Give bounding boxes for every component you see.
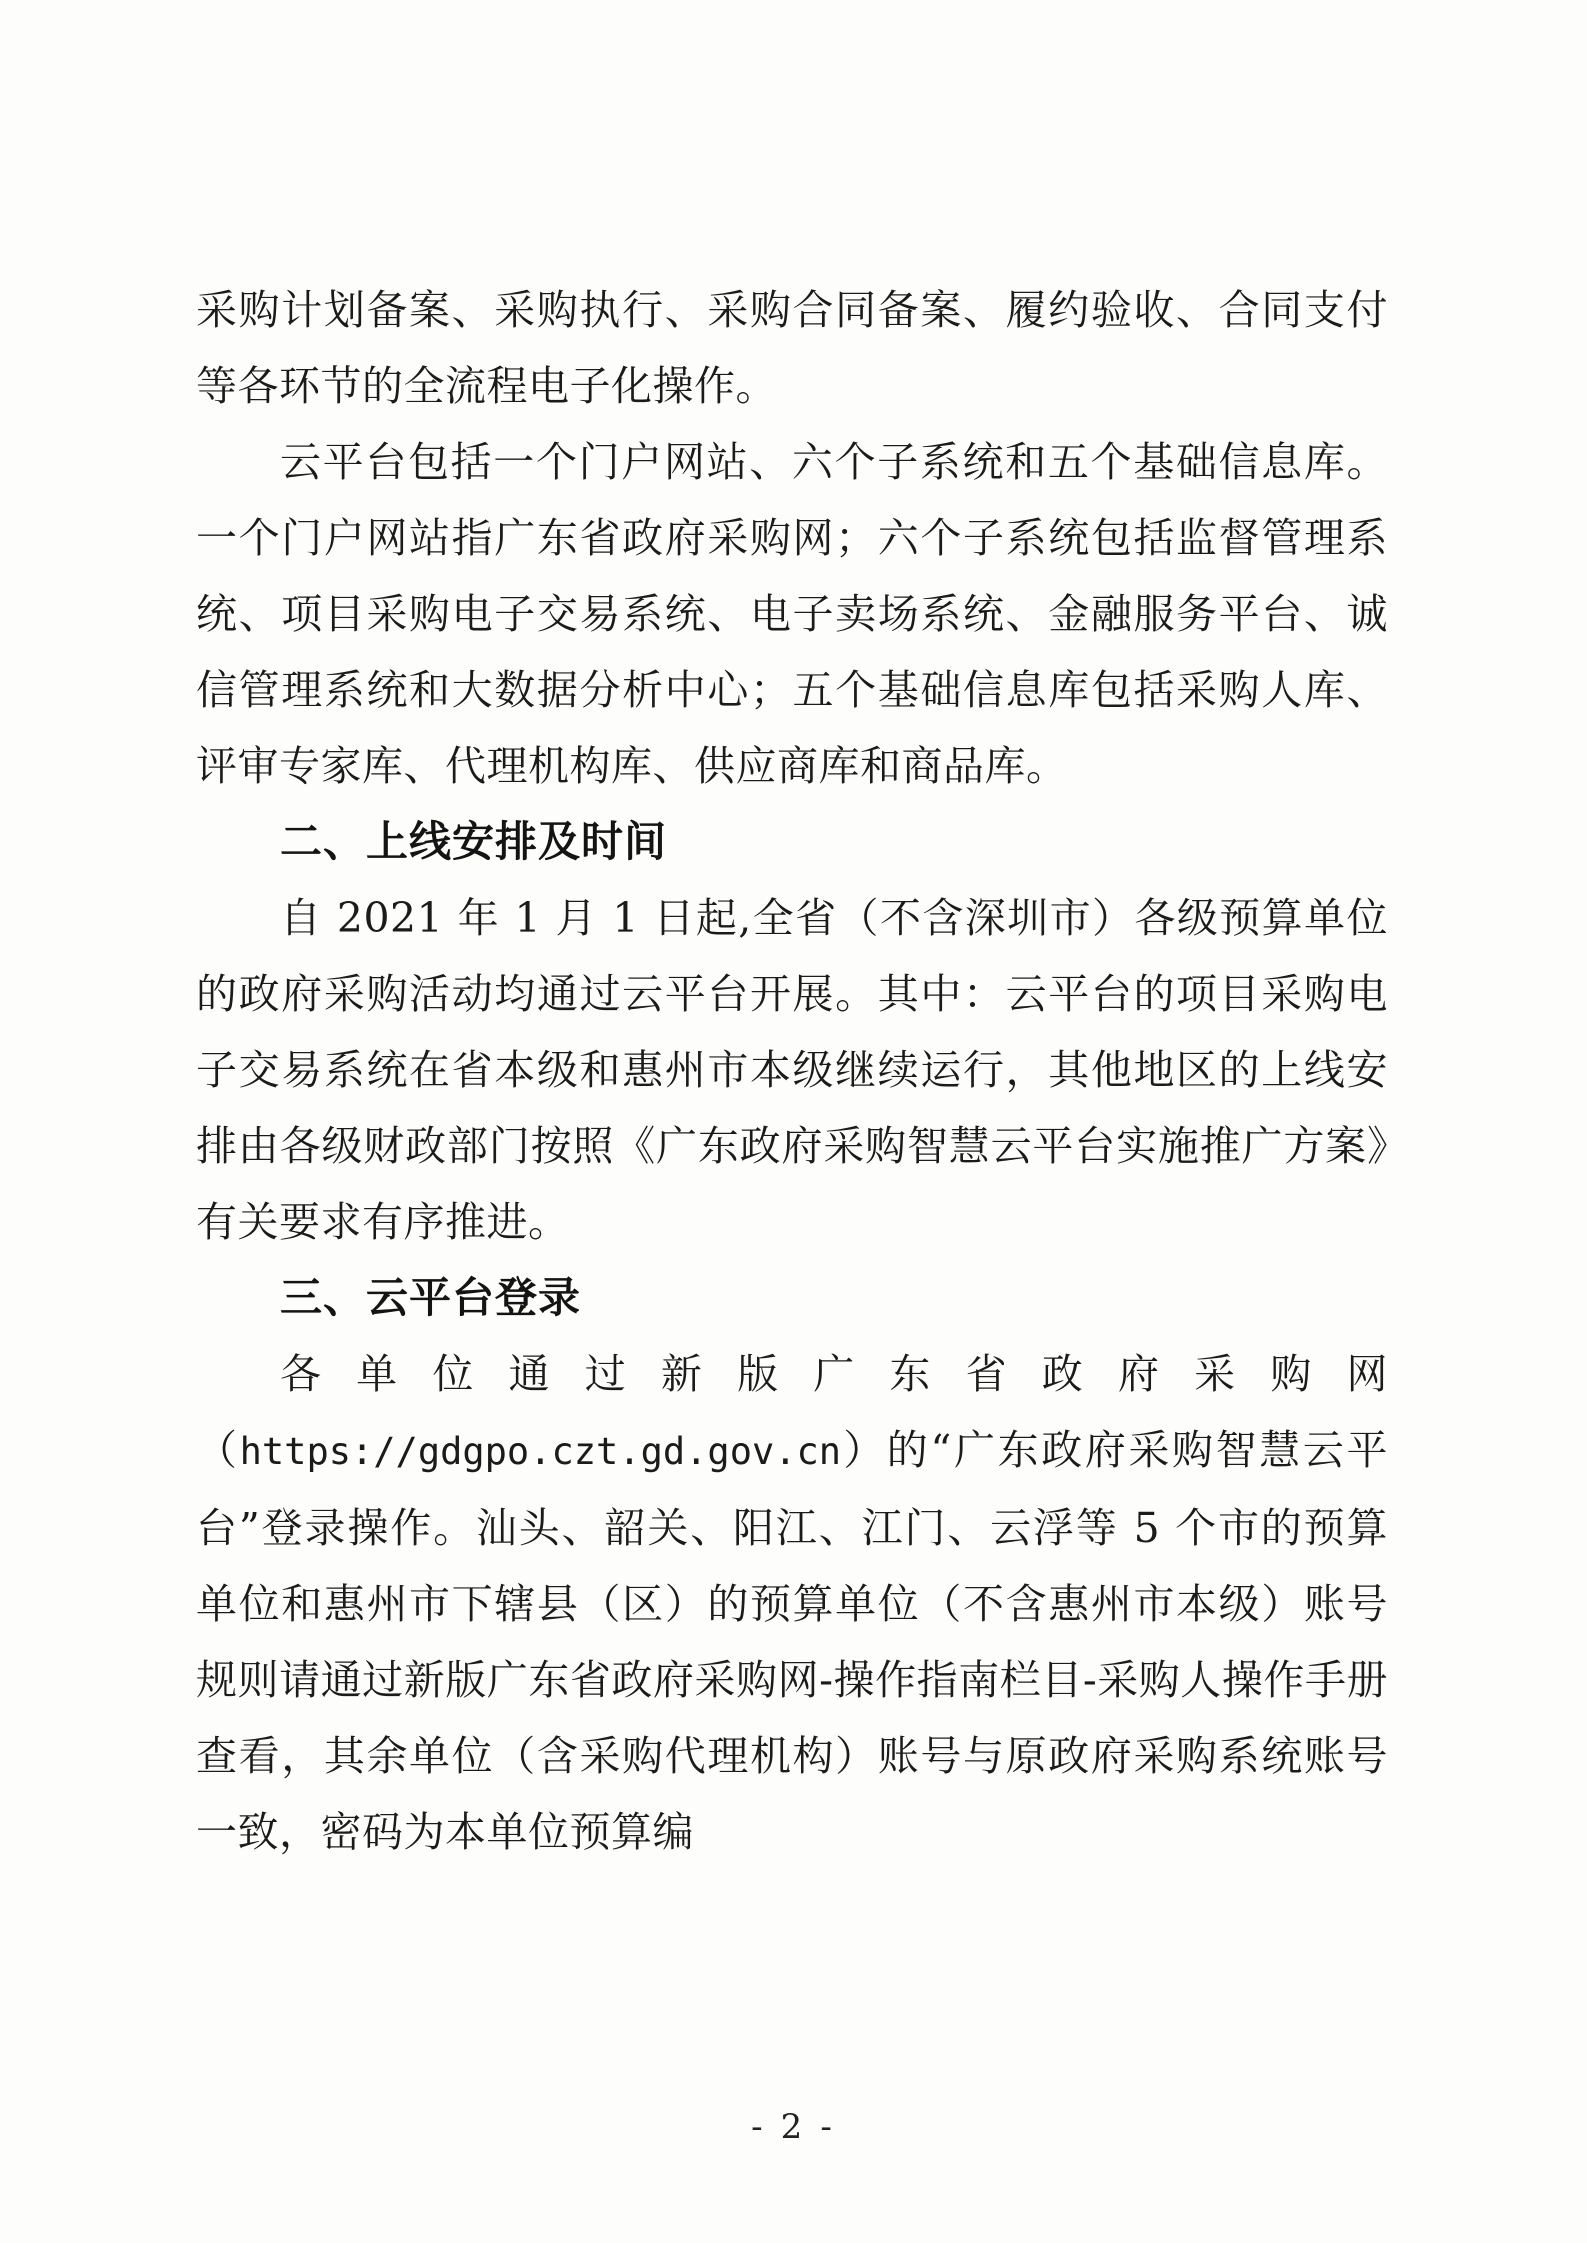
paragraph-cloud-platform-composition: 云平台包括一个门户网站、六个子系统和五个基础信息库。一个门户网站指广东省政府采购网；六个子系统包括监督管理系统、项目采购电子交易系统、电子卖场系统、金融服务平台、诚信管理系统和大数据分析中心；五个基础信息库包括采购人库、评审专家库、代理机构库、供应商库和商品库。 <box>196 438 1388 790</box>
paragraph-section-two-body: 自 2021 年 1 月 1 日起,全省（不含深圳市）各级预算单位的政府采购活动均通过云平台开展。其中：云平台的项目采购电子交易系统在省本级和惠州市本级继续运行，其他地区的上线安排由各级财政部门按照《广东政府采购智慧云平台实施推广方案》有关要求有序推进。 <box>196 894 1388 1246</box>
section-three-text-before-url: 各单位通过新版广东省政府采购网（ <box>196 1350 1388 1474</box>
section-three-text-after-url: ）的“广东政府采购智慧云平台”登录操作。汕头、韶关、阳江、江门、云浮等 5 个市的预算单位和惠州市下辖县（区）的预算单位（不含惠州市本级）账号规则请通过新版广东省政府采购网-操作指南栏目-采购人操作手册查看，其余单位（含采购代理机构）账号与原政府采购系统账号一致，密码为本单位预算编 <box>196 1426 1389 1856</box>
section-heading-two: 二、上线安排及时间 <box>280 817 668 866</box>
paragraph-procurement-flow: 采购计划备案、采购执行、采购合同备案、履约验收、合同支付等各环节的全流程电子化操作。 <box>196 286 1388 410</box>
page-footer <box>0 2107 1587 2147</box>
document-body <box>196 272 1388 1870</box>
footer-dash-right: - <box>820 2107 836 2147</box>
footer-dash-left: - <box>751 2107 767 2147</box>
section-heading-three: 三、云平台登录 <box>280 1273 582 1322</box>
paragraph-section-three-body <box>196 1336 1388 1870</box>
page-number: 2 <box>780 2107 807 2147</box>
cloud-platform-url: https://gdgpo.czt.gd.gov.cn <box>239 1430 842 1473</box>
